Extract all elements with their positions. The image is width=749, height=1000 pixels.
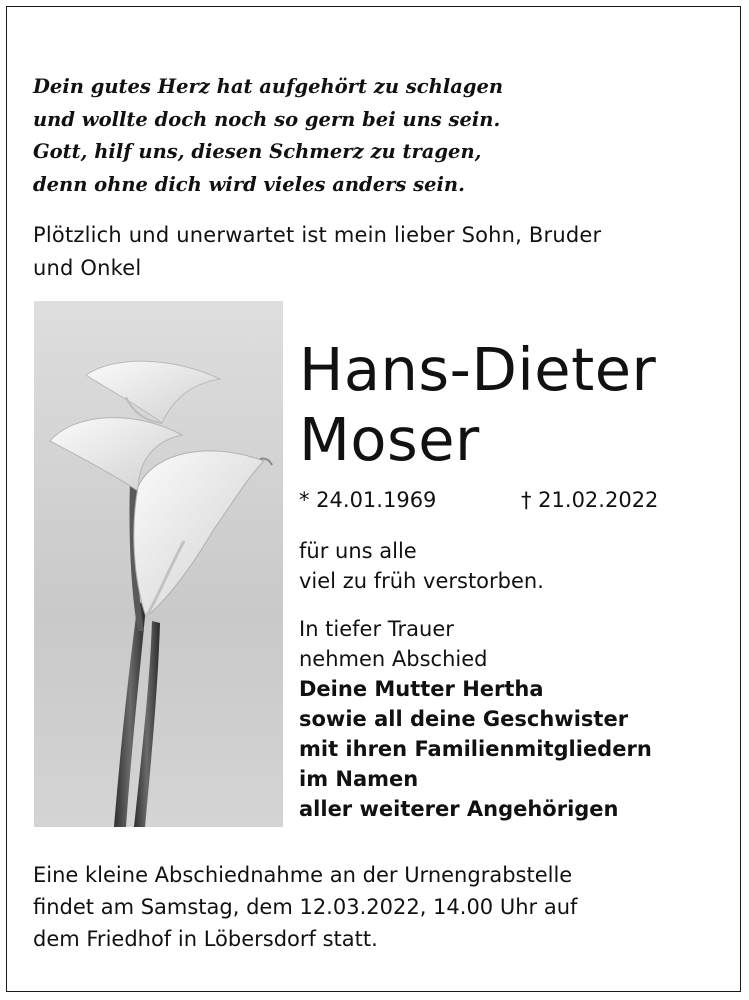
poem-line: Dein gutes Herz hat aufgehört zu schlagen [33, 75, 504, 98]
obituary-notice [6, 6, 741, 992]
mourners-intro-line: In tiefer Trauer [299, 617, 454, 641]
mourner-name: aller weiterer Angehörigen [299, 797, 619, 821]
mourner-name: mit ihren Familienmitgliedern [299, 737, 652, 761]
memorial-poem [33, 71, 593, 201]
intro-line: und Onkel [33, 256, 142, 280]
tribute-line: viel zu früh verstorben. [299, 569, 544, 593]
tribute-line: für uns alle [299, 539, 417, 563]
mourner-name: sowie all deine Geschwister [299, 707, 629, 731]
deceased-last-name: Moser [299, 405, 480, 474]
death-date: † 21.02.2022 [521, 488, 659, 512]
deceased-name [299, 335, 739, 475]
mourners-block [299, 614, 739, 824]
mourners-intro-line: nehmen Abschied [299, 647, 488, 671]
footer-line: Eine kleine Abschiednahme an der Urnengrabstelle [33, 863, 573, 887]
intro-line: Plötzlich und unerwartet ist mein lieber Sohn, Bruder [33, 223, 602, 247]
footer-line: dem Friedhof in Löbersdorf statt. [33, 927, 378, 951]
farewell-announcement [33, 859, 733, 955]
poem-line: Gott, hilf uns, diesen Schmerz zu tragen, [33, 140, 482, 163]
deceased-first-name: Hans-Dieter [299, 335, 657, 404]
poem-line: und wollte doch noch so gern bei uns sein. [33, 107, 501, 131]
birth-date: * 24.01.1969 [299, 488, 437, 512]
tribute-text [299, 536, 739, 596]
intro-text [33, 219, 733, 285]
poem-line: denn ohne dich wird vieles anders sein. [33, 172, 465, 196]
footer-line: findet am Samstag, dem 12.03.2022, 14.00 Uhr auf [33, 895, 578, 919]
calla-lily-image [34, 301, 283, 827]
mourner-name: Deine Mutter Hertha [299, 677, 544, 701]
mourner-name: im Namen [299, 767, 419, 791]
